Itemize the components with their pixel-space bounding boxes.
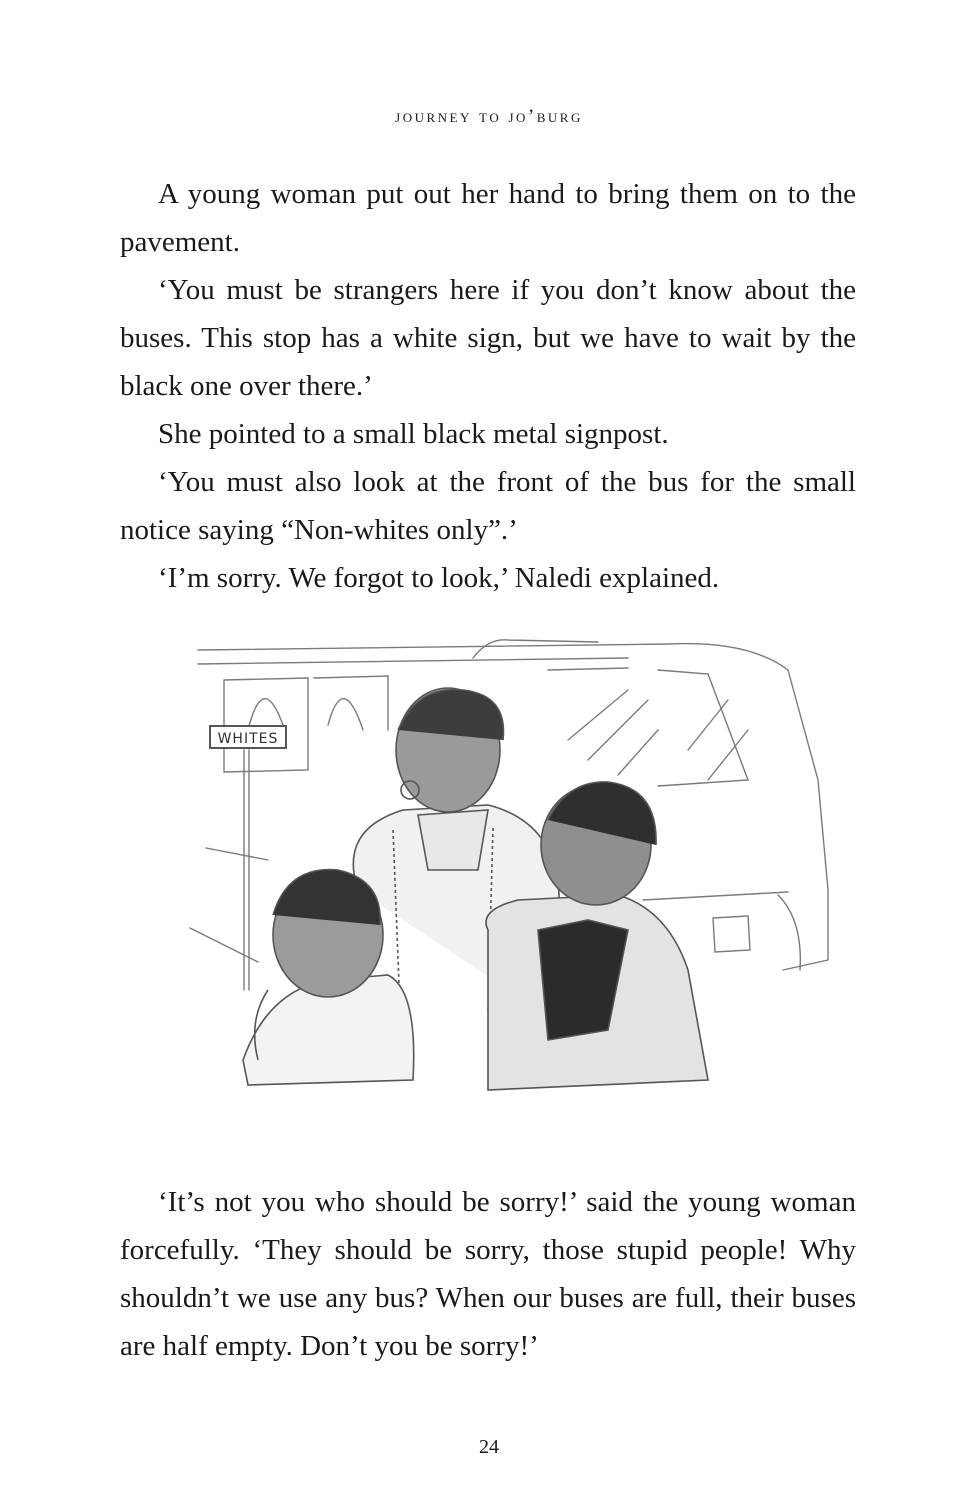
paragraph: ‘You must also look at the front of the bus for the small notice saying “Non-whites only”.’	[120, 466, 856, 546]
running-head: journey to jo’burg	[395, 106, 583, 127]
paragraph: ‘It’s not you who should be sorry!’ said the young woman forcefully. ‘They should be sorry, those stupid people! Why shouldn’t we use any bus? When our buses are full, their buses are half empty. Don’t you be sorry!’	[120, 1186, 856, 1362]
paragraph: ‘I’m sorry. We forgot to look,’ Naledi explained.	[158, 562, 720, 594]
paragraph: ‘You must be strangers here if you don’t know about the buses. This stop has a white sign, but we have to wait by the black one over there.’	[120, 274, 856, 402]
body-text-top	[120, 170, 856, 602]
body-text-bottom	[120, 1178, 856, 1370]
page-number: 24	[479, 1436, 499, 1458]
paragraph: A young woman put out her hand to bring them on to the pavement.	[120, 178, 856, 258]
pencil-illustration	[188, 630, 840, 1130]
svg-text:WHITES: WHITES	[217, 731, 279, 747]
paragraph: She pointed to a small black metal signpost.	[158, 418, 669, 450]
whites-sign	[210, 726, 286, 748]
